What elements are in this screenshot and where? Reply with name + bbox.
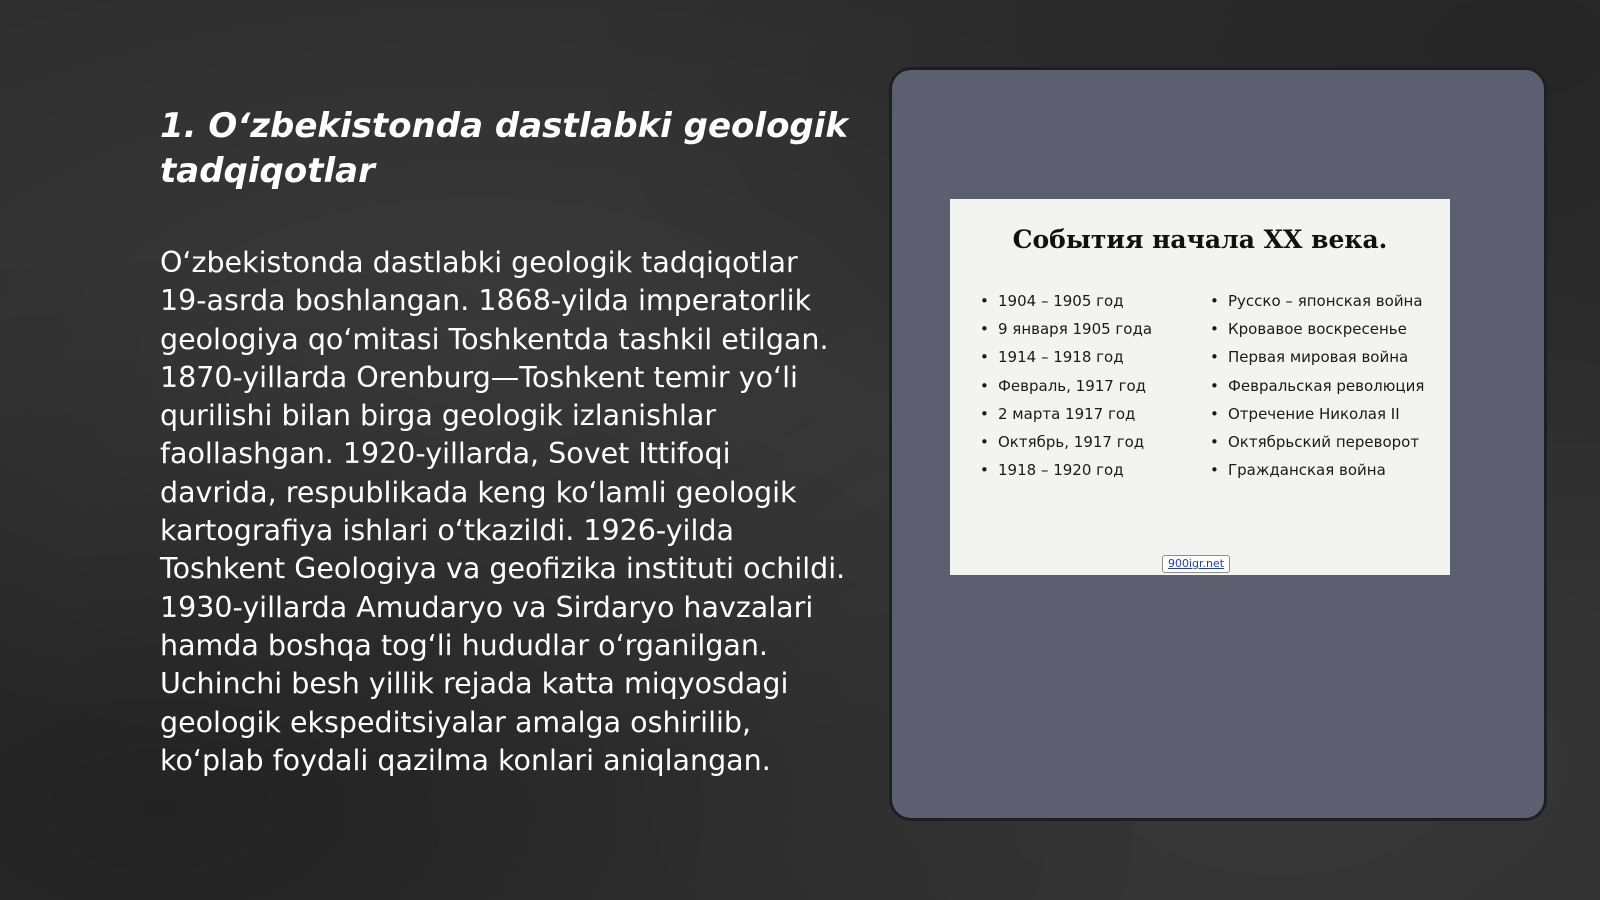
slide-title: 1. O‘zbekistonda dastlabki geologik tadqiqotlar	[160, 106, 849, 191]
date-item: • 9 января 1905 года	[980, 315, 1152, 343]
events-list	[1210, 287, 1424, 484]
event-item: • Гражданская война	[1210, 456, 1424, 484]
event-item: • Февральская революция	[1210, 372, 1424, 400]
embedded-slide-image	[950, 199, 1450, 575]
embedded-slide-title: События начала XX века.	[1012, 225, 1388, 254]
slide-body-text: O‘zbekistonda dastlabki geologik tadqiqotlar 19-asrda boshlangan. 1868-yilda imperatorlik geologiya qo‘mitasi Toshkentda tashkil etilgan. 1870-yillarda Orenburg—Toshkent temir yo‘li qurilishi bilan birga geologik izlanishlar faollashgan. 1920-yillarda, Sovet Ittifoqi davrida, respublikada keng ko‘lamli geologik kartografiya ishlari o‘tkazildi. 1926-yilda Toshkent Geologiya va geofizika instituti ochildi. 1930-yillarda Amudaryo va Sirdaryo havzalari hamda boshqa tog‘li hududlar o‘rganilgan. Uchinchi besh yillik rejada katta miqyosdagi geologik ekspeditsiyalar amalga oshirilib, ko‘plab foydali qazilma konlari aniqlangan.	[160, 246, 846, 777]
event-item: • Октябрьский переворот	[1210, 428, 1424, 456]
event-item: • Первая мировая война	[1210, 343, 1424, 371]
date-item: • 1918 – 1920 год	[980, 456, 1152, 484]
date-item: • 1914 – 1918 год	[980, 343, 1152, 371]
event-item: • Русско – японская война	[1210, 287, 1424, 315]
date-item: • Октябрь, 1917 год	[980, 428, 1152, 456]
date-item: • 1904 – 1905 год	[980, 287, 1152, 315]
source-link[interactable]: 900igr.net	[1162, 555, 1230, 573]
dates-list	[980, 287, 1152, 484]
event-item: • Кровавое воскресенье	[1210, 315, 1424, 343]
event-item: • Отречение Николая II	[1210, 400, 1424, 428]
date-item: • Февраль, 1917 год	[980, 372, 1152, 400]
date-item: • 2 марта 1917 год	[980, 400, 1152, 428]
